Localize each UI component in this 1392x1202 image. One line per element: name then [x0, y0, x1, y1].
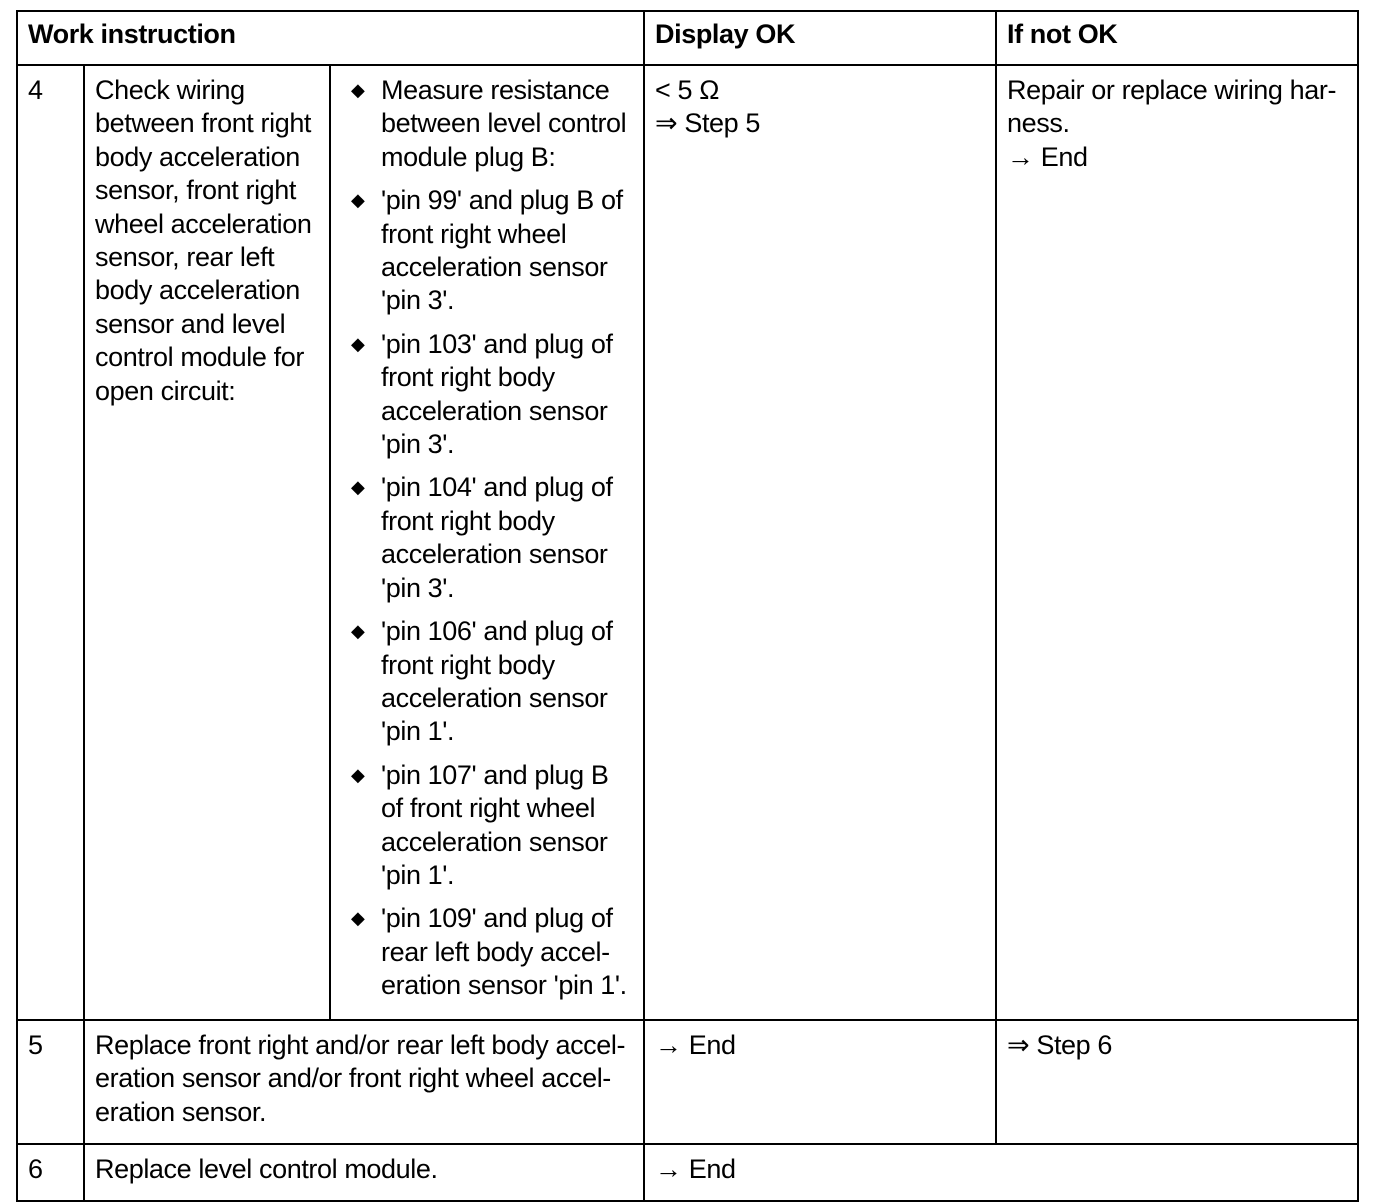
- table-row: [17, 1020, 1358, 1144]
- resistance-threshold: < 5 Ω: [655, 75, 719, 105]
- diamond-bullet-icon: ◆: [351, 477, 365, 498]
- diamond-bullet-icon: ◆: [351, 333, 365, 354]
- end-ref: → End: [1007, 141, 1088, 172]
- diamond-bullet-icon: ◆: [351, 908, 365, 929]
- header-work-instruction: Work instruction: [17, 11, 644, 65]
- list-item: ◆ 'pin 103' and plug of front right body acceleration sensor 'pin 3'.: [351, 328, 613, 460]
- table-row: [17, 65, 1358, 1020]
- step-number: 5: [17, 1020, 84, 1144]
- diamond-bullet-icon: ◆: [351, 621, 365, 642]
- step-instruction: Replace level control module.: [84, 1144, 644, 1201]
- next-step-ref: ⇒ Step 5: [655, 108, 761, 139]
- bullet-list: [341, 74, 633, 1003]
- step-sub-instructions: [330, 65, 644, 1020]
- step-number: 6: [17, 1144, 84, 1201]
- list-item: ◆ 'pin 104' and plug of front right body acceleration sensor 'pin 3'.: [351, 472, 613, 603]
- header-row: [17, 11, 1358, 65]
- table-row: [17, 1144, 1358, 1201]
- work-instruction-table: [16, 10, 1359, 1202]
- display-ok-cell: → End: [644, 1144, 1358, 1201]
- display-ok-cell: [644, 65, 996, 1020]
- if-not-ok-cell: ⇒ Step 6: [996, 1020, 1358, 1144]
- display-ok-cell: → End: [644, 1020, 996, 1144]
- step-instruction: Replace front right and/or rear left body accel-eration sensor and/or front right wheel accel-eration sensor.: [84, 1020, 644, 1144]
- diamond-bullet-icon: ◆: [351, 764, 365, 785]
- diamond-bullet-icon: ◆: [351, 80, 365, 100]
- diamond-bullet-icon: ◆: [351, 190, 365, 211]
- corrective-action: Repair or replace wiring har-ness.: [1007, 75, 1337, 139]
- list-item: ◆ Measure resistance between level control module plug B:: [351, 75, 627, 172]
- header-display-ok: Display OK: [644, 11, 996, 65]
- step-instruction: Check wiring between front right body acceleration sensor, front right wheel acceleration sensor, rear left body acceleration sensor and level control module for open circuit:: [84, 65, 330, 1020]
- if-not-ok-cell: [996, 65, 1358, 1020]
- list-item: ◆ 'pin 107' and plug B of front right wheel acceleration sensor 'pin 1'.: [351, 759, 609, 890]
- list-item: ◆ 'pin 99' and plug B of front right wheel acceleration sensor 'pin 3'.: [351, 185, 623, 316]
- list-item: ◆ 'pin 106' and plug of front right body acceleration sensor 'pin 1'.: [351, 616, 613, 747]
- list-item: ◆ 'pin 109' and plug of rear left body accel-eration sensor 'pin 1'.: [351, 903, 627, 1001]
- step-number: 4: [17, 65, 84, 1020]
- header-if-not-ok: If not OK: [996, 11, 1358, 65]
